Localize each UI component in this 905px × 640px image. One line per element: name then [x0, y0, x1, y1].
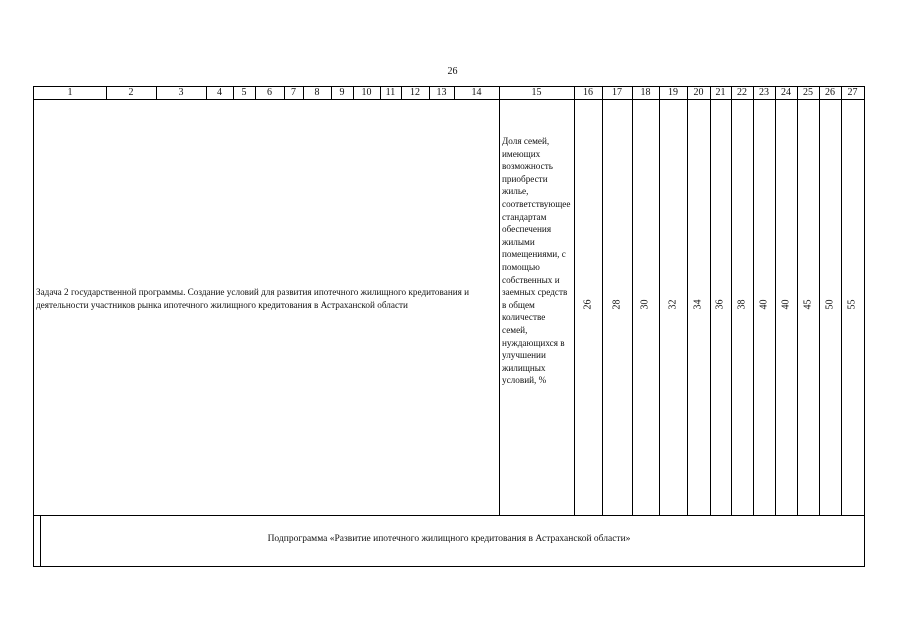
column-header-15: 15 — [531, 87, 542, 98]
column-header-22: 22 — [737, 87, 747, 98]
col-divider — [454, 87, 455, 99]
column-header-16: 16 — [583, 87, 593, 98]
page-number: 26 — [447, 66, 458, 77]
column-header-25: 25 — [803, 87, 813, 98]
col-divider — [380, 87, 381, 99]
col-divider — [353, 87, 354, 99]
column-header-27: 27 — [847, 87, 858, 98]
subprogram-title: Подпрограмма «Развитие ипотечного жилищного кредитования в Астраханской области» — [267, 534, 631, 544]
col-divider — [331, 87, 332, 99]
column-header-5: 5 — [241, 87, 247, 98]
column-header-13: 13 — [436, 87, 447, 98]
column-header-2: 2 — [128, 87, 134, 98]
column-header-12: 12 — [410, 87, 420, 98]
column-header-8: 8 — [314, 87, 320, 98]
value-col-27: 55 — [846, 299, 858, 309]
col-divider — [574, 87, 575, 515]
column-header-20: 20 — [693, 87, 704, 98]
value-col-19: 32 — [667, 299, 679, 309]
col-divider — [255, 87, 256, 99]
value-col-16: 26 — [582, 299, 594, 309]
col-divider — [156, 87, 157, 99]
column-header-7: 7 — [291, 87, 296, 98]
value-col-22: 38 — [736, 299, 748, 309]
column-header-4: 4 — [217, 87, 222, 98]
col-divider — [303, 87, 304, 99]
column-header-23: 23 — [759, 87, 769, 98]
col-divider — [284, 87, 285, 99]
value-col-25: 45 — [802, 299, 814, 309]
indicator-name: Доля семей, имеющих возможность приобрести жилье, соответствующее стандартам обеспечения жилыми помещениями, с помощью собственных и заемных средств в общем количестве семей, нуждающихся в улучшении жилищных условий, % — [502, 136, 571, 386]
value-col-17: 28 — [611, 299, 623, 309]
col-divider — [659, 87, 660, 515]
column-header-14: 14 — [471, 87, 482, 98]
column-header-24: 24 — [781, 87, 791, 98]
task-description: Задача 2 государственной программы. Создание условий для развития ипотечного жилищного кредитования и деятельности участников рынка ипотечного жилищного кредитования в Астраханской области — [36, 287, 470, 310]
col-divider — [499, 87, 500, 515]
header-row-divider — [34, 99, 864, 100]
value-col-26: 50 — [824, 299, 836, 309]
indicators-table — [33, 86, 865, 567]
value-col-21: 36 — [714, 299, 726, 309]
column-header-11: 11 — [385, 87, 396, 98]
value-col-23: 40 — [758, 299, 770, 309]
col-divider — [602, 87, 603, 515]
column-header-1: 1 — [67, 87, 73, 98]
col-divider — [401, 87, 402, 99]
column-header-21: 21 — [715, 87, 726, 98]
column-header-26: 26 — [825, 87, 835, 98]
col-divider — [429, 87, 430, 99]
column-header-3: 3 — [178, 87, 184, 98]
column-header-19: 19 — [668, 87, 678, 98]
column-header-9: 9 — [339, 87, 345, 98]
subprogram-row-divider — [34, 515, 864, 516]
column-header-18: 18 — [640, 87, 651, 98]
value-col-24: 40 — [780, 299, 792, 309]
col-divider — [233, 87, 234, 99]
column-header-10: 10 — [361, 87, 372, 98]
value-col-18: 30 — [639, 299, 651, 309]
column-header-17: 17 — [612, 87, 622, 98]
col-divider — [206, 87, 207, 99]
col-divider — [106, 87, 107, 99]
value-col-20: 34 — [692, 299, 704, 309]
column-header-6: 6 — [267, 87, 272, 98]
